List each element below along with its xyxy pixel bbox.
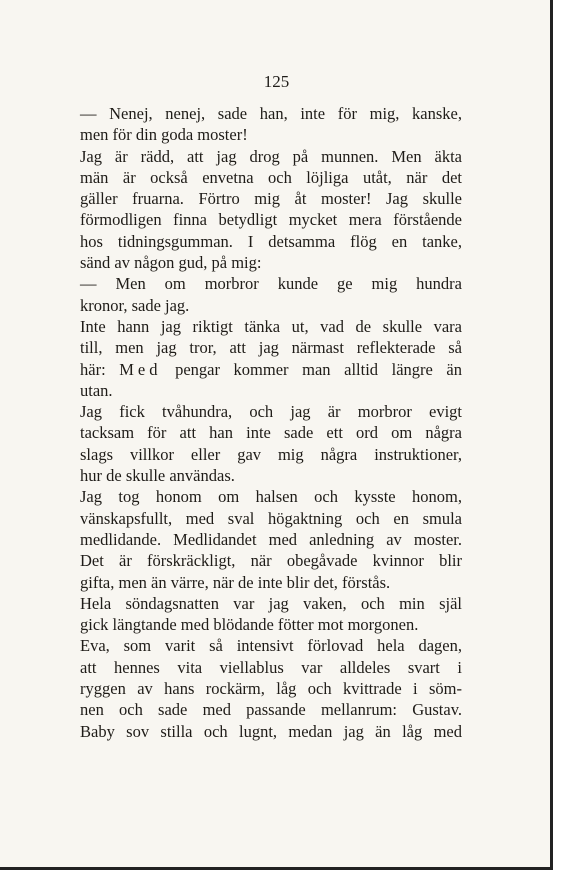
text-line: Inte hann jag riktigt tänka ut, vad de skulle vara	[80, 316, 462, 336]
text-line: men för din goda moster!	[80, 125, 248, 145]
text-line: ryggen av hans rockärm, låg och kvittrade i söm-	[80, 679, 462, 699]
text-line: förmodligen finna betydligt mycket mera förstående	[80, 210, 462, 230]
text-line: män är också envetna och löjliga utåt, när det	[80, 167, 462, 187]
text-line: gäller fruarna. Förtro mig åt moster! Jag skulle	[80, 189, 462, 209]
text-line: kronor, sade jag.	[80, 295, 190, 315]
text-line: gick längtande med blödande fötter mot morgonen.	[80, 615, 419, 635]
text-line: — Nenej, nenej, sade han, inte för mig, kanske,	[80, 104, 462, 123]
text-line: hur de skulle användas.	[80, 466, 235, 486]
text-line: slags villkor eller gav mig några instruktioner,	[80, 444, 462, 464]
text-line: Eva, som varit så intensivt förlovad hela dagen,	[80, 636, 462, 656]
text-line: Jag tog honom om halsen och kysste honom,	[80, 487, 462, 507]
text-segment: här:	[80, 359, 120, 379]
text-line	[80, 359, 462, 380]
text-line: till, men jag tror, att jag närmast reflekterade så	[80, 338, 462, 358]
text-line: nen och sade med passande mellanrum: Gustav.	[80, 700, 462, 720]
body-text	[80, 103, 462, 742]
page-number: 125	[263, 72, 290, 91]
text-line: sänd av någon gud, på mig:	[80, 253, 262, 273]
text-line: Jag är rädd, att jag drog på munnen. Men äkta	[80, 146, 462, 166]
text-line: Det är förskräckligt, när obegåvade kvinnor blir	[80, 551, 462, 571]
text-line: hos tidningsgumman. I detsamma flög en tanke,	[80, 231, 462, 251]
text-line: att hennes vita viellablus var alldeles svart i	[80, 657, 462, 677]
spaced-emphasis: Med	[119, 359, 162, 379]
text-line: utan.	[80, 380, 113, 400]
text-line: — Men om morbror kunde ge mig hundra	[80, 274, 462, 294]
text-line: vänskapsfullt, med sval högaktning och en smula	[80, 508, 462, 528]
text-line: gifta, men än värre, när de inte blir det, förstås.	[80, 572, 391, 592]
text-line: medlidande. Medlidandet med anledning av moster.	[80, 529, 462, 549]
text-line: Jag fick tvåhundra, och jag är morbror evigt	[80, 402, 462, 422]
text-segment: pengar kommer man alltid längre än	[161, 359, 463, 379]
text-line: tacksam för att han inte sade ett ord om några	[80, 423, 462, 443]
text-line: Baby sov stilla och lugnt, medan jag än låg med	[80, 721, 462, 741]
text-line: Hela söndagsnatten var jag vaken, och min själ	[80, 593, 462, 613]
